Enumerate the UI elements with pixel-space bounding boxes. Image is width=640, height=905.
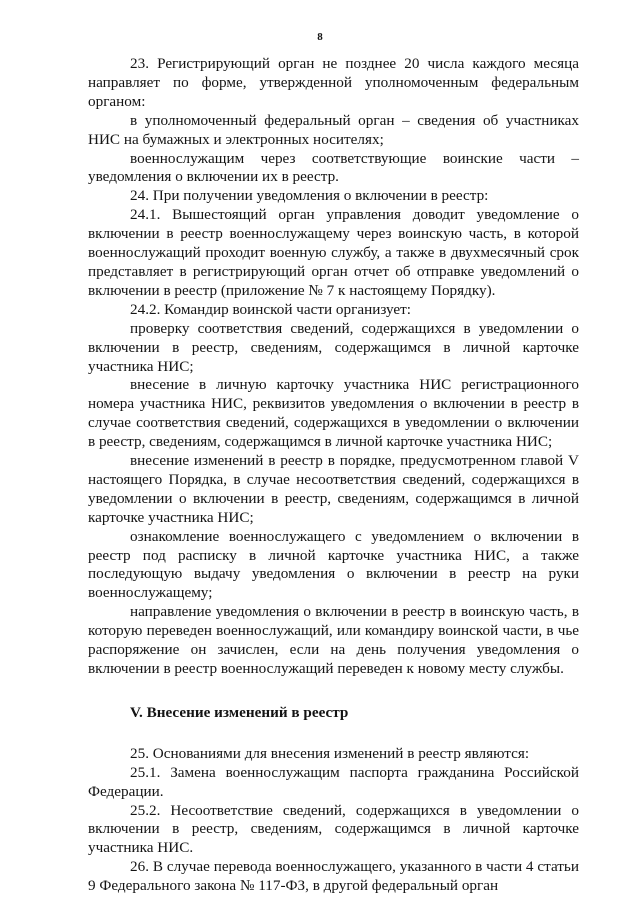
paragraph-25-2: 25.2. Несоответствие сведений, содержащихся в уведомлении о включении в реестр, сведениям, содержащимся в личной карточке участника НИС.	[88, 801, 579, 857]
paragraph-23: 23. Регистрирующий орган не позднее 20 числа каждого месяца направляет по форме, утвержденной уполномоченным федеральным органом:	[88, 55, 579, 110]
page-number: 8	[317, 31, 323, 43]
section-heading: V. Внесение изменений в реестр	[130, 703, 349, 721]
paragraph-24: 24. При получении уведомления о включении в реестр:	[130, 187, 489, 205]
paragraph-24-1: 24.1. Вышестоящий орган управления доводит уведомление о включении в реестр военнослужащему через воинскую часть, в которой военнослужащий проходит военную службу, а также в двухмесячный срок представляет в регистрирующий орган отчет об отправке уведомлений о включении в реестр (приложение № 7 к настоящему Порядку).	[88, 206, 579, 299]
paragraph-24-2-item-3: внесение изменений в реестр в порядке, предусмотренном главой V настоящего Порядка, в случае несоответствия сведений, содержащихся в уведомлении о включении в реестр, сведениям, содержащимся в личной карточке участника НИС;	[88, 452, 579, 526]
paragraph-23-item-2: военнослужащим через соответствующие воинские части – уведомления о включении их в реестр.	[88, 149, 579, 186]
paragraph-23-item-1: в уполномоченный федеральный орган – сведения об участниках НИС на бумажных и электронных носителях;	[88, 111, 579, 148]
paragraph-24-2: 24.2. Командир воинской части организует:	[130, 300, 412, 318]
paragraph-24-2-item-4: ознакомление военнослужащего с уведомлением о включении в реестр под расписку в личной карточке участника НИС, а также последующую выдачу уведомления о включении в реестр на руки военнослужащему;	[88, 527, 579, 602]
document-body	[88, 55, 579, 896]
paragraph-24-2-item-2: внесение в личную карточку участника НИС регистрационного номера участника НИС, реквизитов уведомления о включении в реестр в случае соответствия сведений, содержащихся в уведомлении о включении в реестр, сведениям, содержащимся в личной карточке участника НИС;	[88, 376, 579, 451]
paragraph-24-2-item-5: направление уведомления о включении в реестр в воинскую часть, в которую переведен военнослужащий, или командиру воинской части, в чье распоряжение он зачислен, если на день получения уведомления о включении в реестр военнослужащий переведен к новому месту службы.	[88, 603, 579, 677]
paragraph-24-2-item-1: проверку соответствия сведений, содержащихся в уведомлении о включении в реестр, сведениям, содержащимся в личной карточке участника НИС;	[88, 319, 579, 375]
paragraph-25: 25. Основаниями для внесения изменений в реестр являются:	[130, 744, 530, 762]
paragraph-26: 26. В случае перевода военнослужащего, указанного в части 4 статьи 9 Федерального закона № 117-ФЗ, в другой федеральный орган	[88, 858, 579, 895]
paragraph-25-1: 25.1. Замена военнослужащим паспорта гражданина Российской Федерации.	[88, 763, 579, 800]
